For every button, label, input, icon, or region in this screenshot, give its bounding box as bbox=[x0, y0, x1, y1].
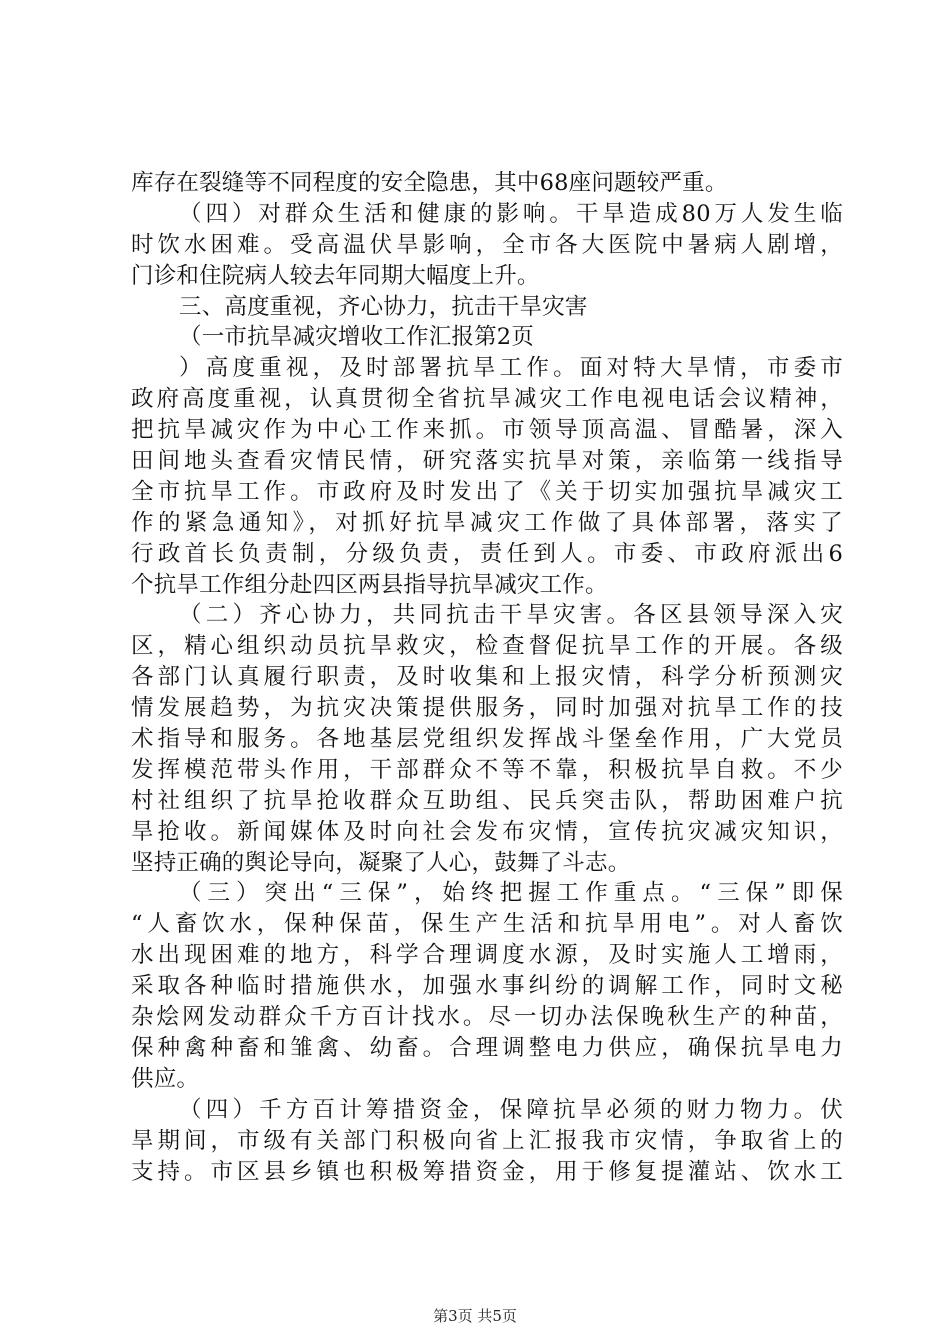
document-body bbox=[131, 168, 843, 1187]
text-line: 旱期间，市级有关部门积极向省上汇报我市灾情，争取省上的 bbox=[131, 1127, 843, 1154]
text-line: （四）千方百计筹措资金，保障抗旱必须的财力物力。伏 bbox=[179, 1096, 843, 1123]
text-line: 三、高度重视，齐心协力，抗击干旱灾害 bbox=[179, 293, 588, 320]
text-line: 作的紧急通知》，对抓好抗旱减灾工作做了具体部署，落实了 bbox=[131, 509, 843, 536]
text-line: （四）对群众生活和健康的影响。干旱造成80万人发生临 bbox=[179, 200, 843, 227]
text-line: 旱抢收。新闻媒体及时向社会发布灾情，宣传抗灾减灾知识， bbox=[131, 818, 843, 845]
text-line: 个抗旱工作组分赴四区两县指导抗旱减灾工作。 bbox=[131, 571, 608, 598]
page-footer: 第3页 共5页 bbox=[433, 1307, 517, 1325]
text-line: “人畜饮水，保种保苗，保生产生活和抗旱用电”。对人畜饮 bbox=[131, 911, 843, 938]
text-line: 水出现困难的地方，科学合理调度水源，及时实施人工增雨， bbox=[131, 942, 843, 969]
text-line: 术指导和服务。各地基层党组织发挥战斗堡垒作用，广大党员 bbox=[131, 726, 843, 753]
text-line: 发挥模范带头作用，干部群众不等不靠，积极抗旱自救。不少 bbox=[131, 756, 843, 783]
text-line: 情发展趋势，为抗灾决策提供服务，同时加强对抗旱工作的技 bbox=[131, 695, 843, 722]
text-line: ）高度重视，及时部署抗旱工作。面对特大旱情，市委市 bbox=[179, 355, 843, 382]
text-line: 各部门认真履行职责，及时收集和上报灾情，科学分析预测灾 bbox=[131, 664, 843, 691]
text-line: （二）齐心协力，共同抗击干旱灾害。各区县领导深入灾 bbox=[179, 602, 843, 629]
text-line: 采取各种临时措施供水，加强水事纠纷的调解工作，同时文秘 bbox=[131, 973, 843, 1000]
text-line: 门诊和住院病人较去年同期大幅度上升。 bbox=[131, 262, 540, 289]
text-line: 田间地头查看灾情民情，研究落实抗旱对策，亲临第一线指导 bbox=[131, 448, 843, 475]
text-line: 政府高度重视，认真贯彻全省抗旱减灾工作电视电话会议精神， bbox=[131, 386, 843, 413]
text-line: 时饮水困难。受高温伏旱影响，全市各大医院中暑病人剧增， bbox=[131, 231, 843, 258]
text-line: 支持。市区县乡镇也积极筹措资金，用于修复提灌站、饮水工 bbox=[131, 1158, 843, 1185]
text-line: 村社组织了抗旱抢收群众互助组、民兵突击队，帮助困难户抗 bbox=[131, 787, 843, 814]
text-line: 供应。 bbox=[131, 1065, 200, 1092]
text-line: 杂烩网发动群众千方百计找水。尽一切办法保晚秋生产的种苗， bbox=[131, 1004, 843, 1031]
text-line: 把抗旱减灾作为中心工作来抓。市领导顶高温、冒酷暑，深入 bbox=[131, 417, 843, 444]
text-line: 区，精心组织动员抗旱救灾，检查督促抗旱工作的开展。各级 bbox=[131, 633, 843, 660]
text-line: 行政首长负责制，分级负责，责任到人。市委、市政府派出6 bbox=[131, 540, 843, 567]
text-line: 全市抗旱工作。市政府及时发出了《关于切实加强抗旱减灾工 bbox=[131, 478, 843, 505]
text-line: （一市抗旱减灾增收工作汇报第2页 bbox=[179, 324, 535, 351]
text-line: 库存在裂缝等不同程度的安全隐患，其中68座问题较严重。 bbox=[131, 170, 728, 196]
text-line: 坚持正确的舆论导向，凝聚了人心，鼓舞了斗志。 bbox=[131, 849, 631, 876]
text-line: 保种禽种畜和雏禽、幼畜。合理调整电力供应，确保抗旱电力 bbox=[131, 1034, 843, 1061]
text-line: （三）突出“三保”，始终把握工作重点。“三保”即保 bbox=[179, 880, 843, 907]
